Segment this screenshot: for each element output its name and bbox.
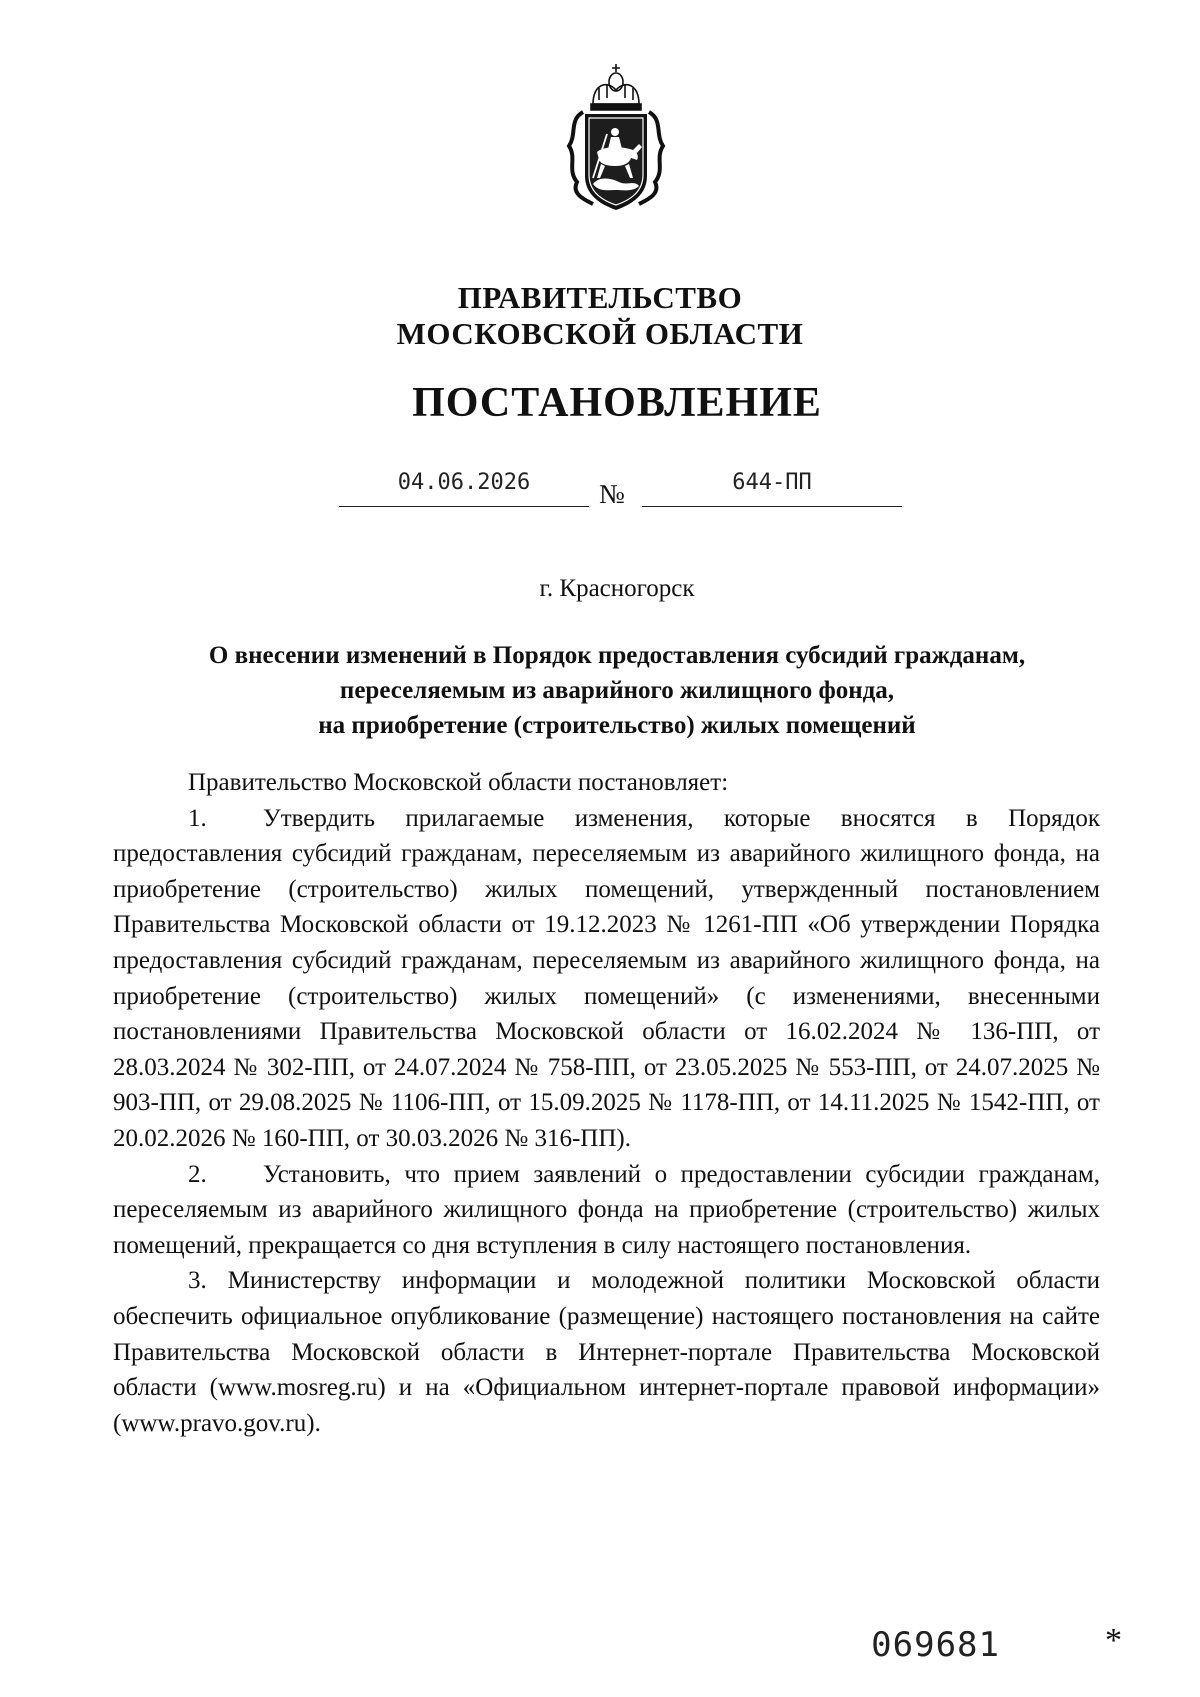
item-1-text: Утвердить прилагаемые изменения, которые вносятся в Порядок предоставления субсидий гражданам, переселяемым из аварийного жилищного фонда, на приобретение (строительство) жилых помещений, утвержденный постановлением Правительства Московской области от 19.12.2023 № 1261-ПП «Об утверждении Порядка предоставления субсидий гражданам, переселяемым из аварийного жилищного фонда, на приобретение (строительство) жилых помещений» (с изменениями, внесенными постановлениями Правительства Московской области от 16.02.2024 № 136-ПП, от 28.03.2024 № 302-ПП, от 24.07.2024 № 758-ПП, от 23.05.2025 № 553-ПП, от 24.07.2025 № 903-ПП, от 29.08.2025 № 1106-ПП, от 15.09.2025 № 1178-ПП, от 14.11.2025 № 1542-ПП, от 20.02.2026 № 160-ПП, от 30.03.2026 № 316-ПП).	[113, 804, 1100, 1152]
organization-name-line1: ПРАВИТЕЛЬСТВО	[457, 280, 743, 315]
item-1-paragraph	[113, 801, 1100, 1157]
organization-name-line2: МОСКОВСКОЙ ОБЛАСТИ	[396, 316, 804, 351]
title-line1: О внесении изменений в Порядок предоставления субсидий гражданам,	[208, 642, 1026, 669]
document-body	[113, 765, 1100, 1441]
document-title	[100, 638, 1134, 743]
title-line3: на приобретение (строительство) жилых помещений	[318, 712, 916, 739]
number-underline	[642, 506, 902, 507]
item-1-number: 1.	[188, 804, 207, 832]
city-location: г. Красногорск	[539, 575, 695, 602]
document-type: ПОСТАНОВЛЕНИЕ	[412, 380, 822, 426]
sheet-serial-number: 069681	[871, 1625, 1000, 1665]
document-date: 04.06.2026	[397, 470, 531, 495]
preamble-paragraph: Правительство Московской области постановляет:	[188, 769, 729, 796]
item-3-paragraph: 3. Министерству информации и молодежной политики Московской области обеспечить официальное опубликование (размещение) настоящего постановления на сайте Правительства Московской области в Интернет-портале Правительства Московской области (www.mosreg.ru) и на «Официальном интернет-портале правовой информации» (www.pravo.gov.ru).	[113, 1267, 1100, 1437]
item-2-text: Установить, что прием заявлений о предоставлении субсидии гражданам, переселяемым из аварийного жилищного фонда на приобретение (строительство) жилых помещений, прекращается со дня вступления в силу настоящего постановления.	[113, 1160, 1100, 1259]
asterisk-mark: *	[1105, 1622, 1122, 1659]
title-line2: переселяемым из аварийного жилищного фонда,	[339, 677, 895, 704]
document-number: 644-ПП	[732, 470, 812, 495]
item-2-number: 2.	[188, 1160, 207, 1188]
number-sign: №	[599, 479, 625, 509]
date-underline	[339, 506, 589, 507]
item-2-paragraph	[113, 1157, 1100, 1264]
coat-of-arms-emblem	[563, 60, 669, 216]
